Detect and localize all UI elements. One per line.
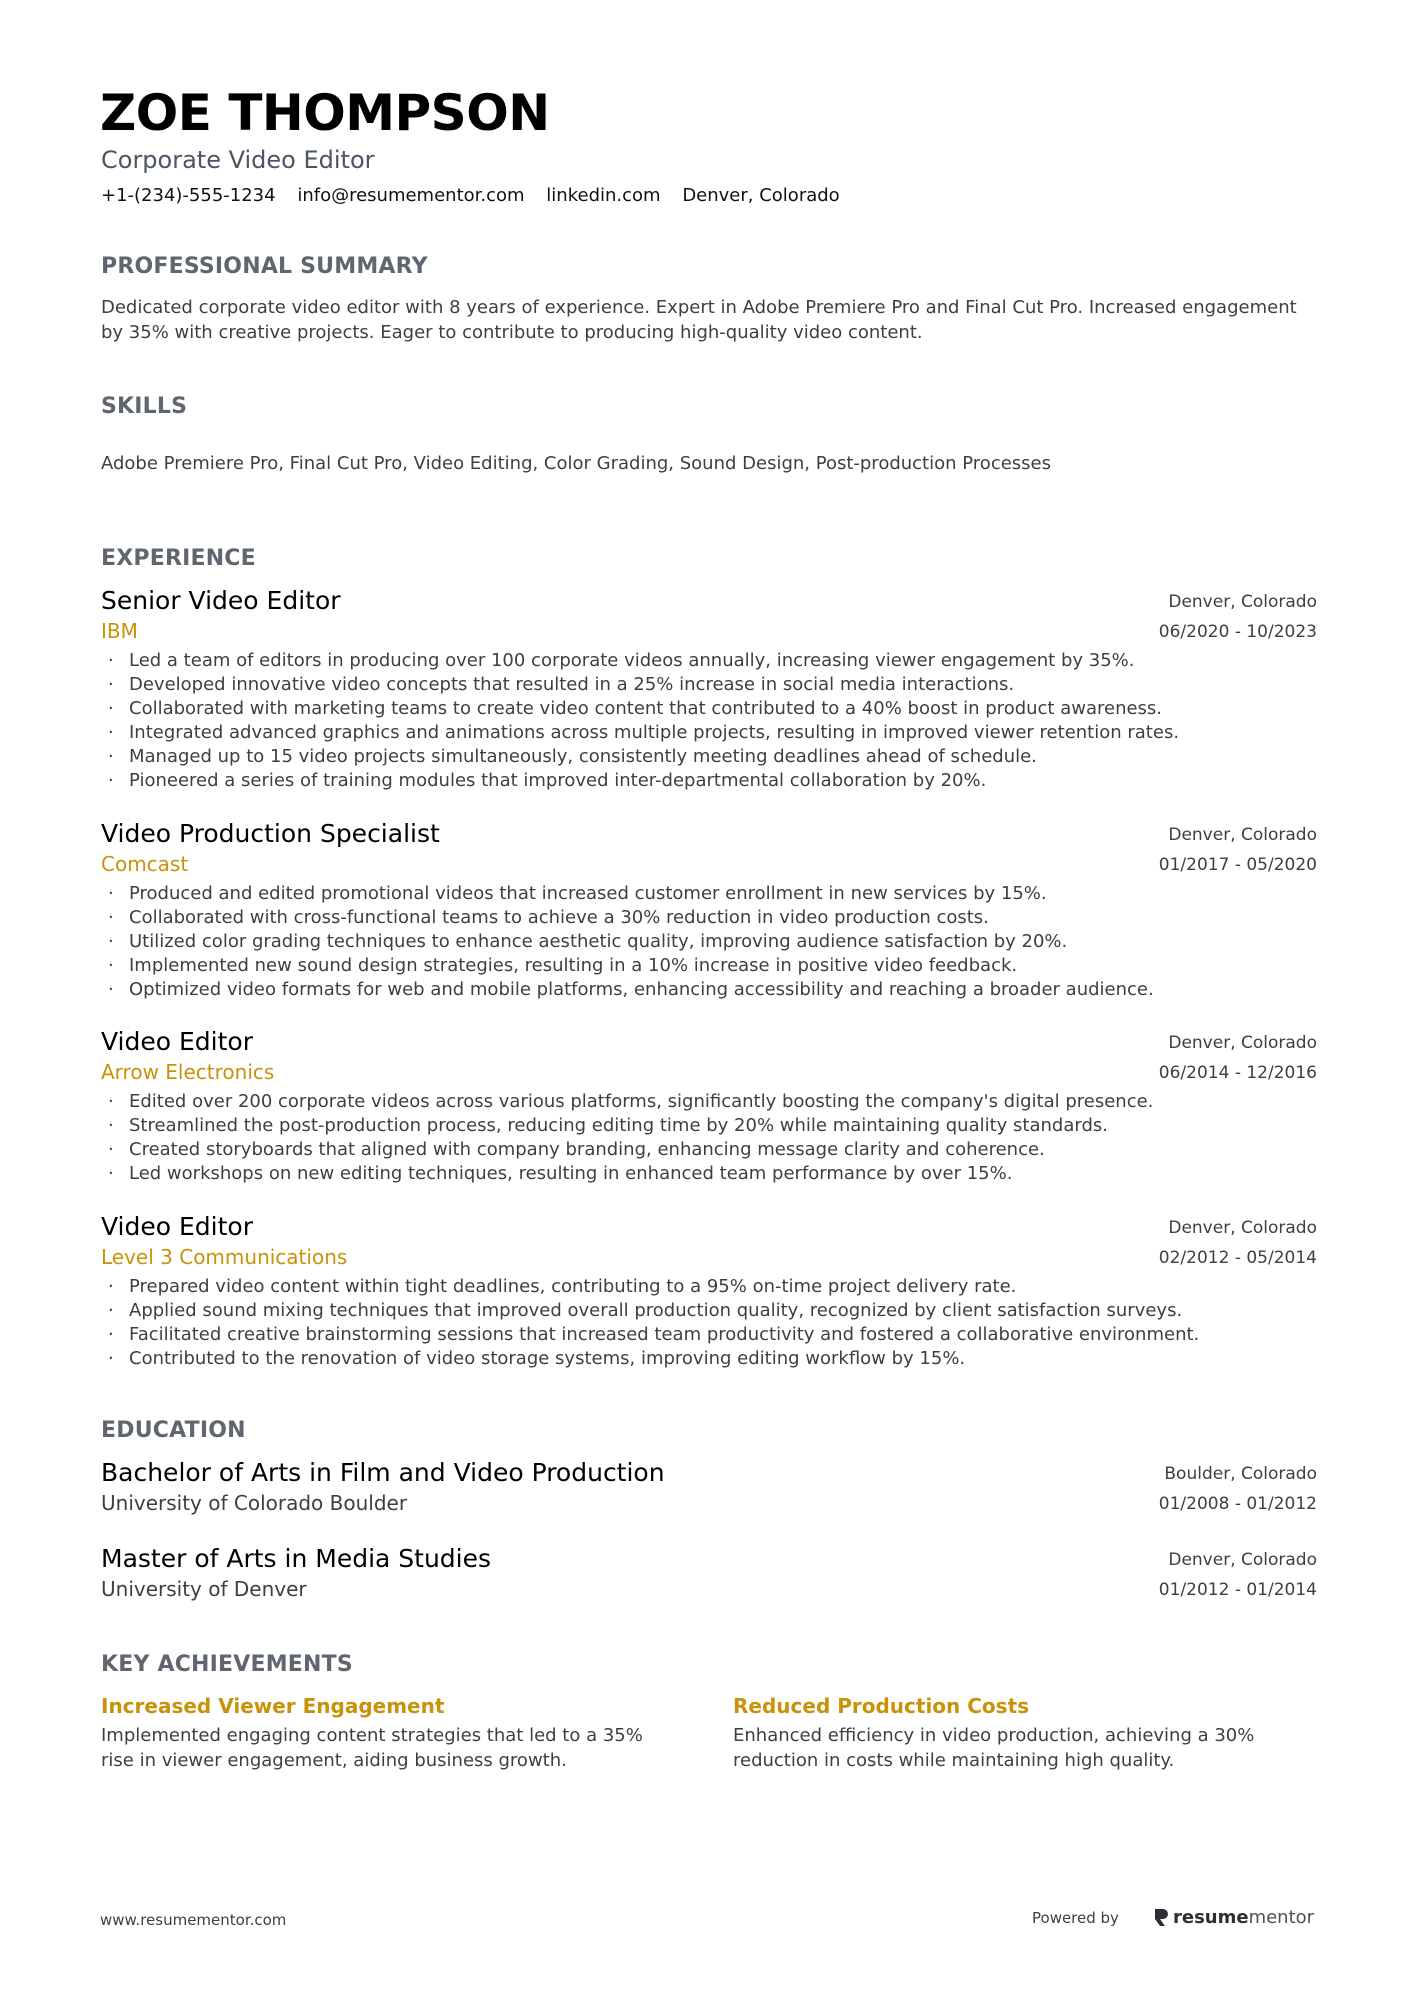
skills-heading: SKILLS [101, 394, 188, 419]
footer-url[interactable]: www.resumementor.com [100, 1911, 287, 1929]
job-role: Video Editor [101, 1027, 253, 1056]
school-name: University of Denver [101, 1577, 307, 1601]
job-dates: 06/2014 - 12/2016 [1158, 1063, 1317, 1083]
bullet-item: · Applied sound mixing techniques that improved overall production quality, recognized by client satisfaction surveys. [101, 1299, 1317, 1323]
bullet-item: · Contributed to the renovation of video storage systems, improving editing workflow by 15%. [101, 1347, 1317, 1371]
job-location: Denver, Colorado [1168, 1033, 1317, 1053]
bullet-item: · Managed up to 15 video projects simultaneously, consistently meeting deadlines ahead of schedule. [101, 745, 1317, 769]
job-meta [1159, 820, 1317, 880]
degree-title: Master of Arts in Media Studies [101, 1544, 492, 1573]
bullet-item: · Implemented new sound design strategies, resulting in a 10% increase in positive video feedback. [101, 954, 1317, 978]
education-heading: EDUCATION [101, 1418, 246, 1443]
bullet-item: · Integrated advanced graphics and animations across multiple projects, resulting in improved viewer retention rates. [101, 721, 1317, 745]
job-location: Denver, Colorado [1168, 592, 1317, 612]
bullet-item: · Collaborated with cross-functional teams to achieve a 30% reduction in video production costs. [101, 906, 1317, 930]
bullet-item: · Led workshops on new editing techniques, resulting in enhanced team performance by over 15%. [101, 1162, 1317, 1186]
job-company: IBM [101, 619, 138, 643]
job-location: Denver, Colorado [1168, 1218, 1317, 1238]
achievement-title: Reduced Production Costs [733, 1694, 1030, 1718]
powered-by-label: Powered by [1032, 1909, 1119, 1927]
achievement-text: Enhanced efficiency in video production, achieving a 30% reduction in costs while maintaining high quality. [733, 1725, 1255, 1771]
job-company: Level 3 Communications [101, 1245, 348, 1269]
job-location: Denver, Colorado [1168, 825, 1317, 845]
job-role: Video Production Specialist [101, 819, 440, 848]
job-bullets [101, 649, 1317, 793]
education-entry [101, 1543, 1317, 1603]
achievement-title: Increased Viewer Engagement [101, 1694, 445, 1718]
contact-phone: +1-(234)-555-1234 [101, 185, 276, 206]
candidate-title: Corporate Video Editor [101, 146, 375, 174]
job-company: Comcast [101, 852, 189, 876]
job-dates: 02/2012 - 05/2014 [1158, 1248, 1317, 1268]
bullet-item: · Streamlined the post-production process, reducing editing time by 20% while maintaining quality standards. [101, 1114, 1317, 1138]
job-bullets [101, 882, 1317, 1002]
job-company: Arrow Electronics [101, 1060, 275, 1084]
contact-location: Denver, Colorado [682, 185, 840, 206]
experience-entry [101, 818, 1317, 1002]
bullet-item: · Prepared video content within tight deadlines, contributing to a 95% on-time project delivery rate. [101, 1275, 1317, 1299]
resumementor-logo[interactable] [1153, 1902, 1314, 1932]
education-meta [1159, 1459, 1317, 1519]
job-meta [1159, 587, 1317, 647]
bullet-item: · Pioneered a series of training modules that improved inter-departmental collaboration by 20%. [101, 769, 1317, 793]
job-dates: 06/2020 - 10/2023 [1158, 622, 1317, 642]
education-meta [1159, 1545, 1317, 1605]
degree-title: Bachelor of Arts in Film and Video Production [101, 1458, 665, 1487]
job-bullets [101, 1090, 1317, 1186]
bullet-item: · Optimized video formats for web and mobile platforms, enhancing accessibility and reaching a broader audience. [101, 978, 1317, 1002]
education-entry [101, 1457, 1317, 1517]
bullet-item: · Developed innovative video concepts that resulted in a 25% increase in social media interactions. [101, 673, 1317, 697]
bullet-item: · Collaborated with marketing teams to create video content that contributed to a 40% boost in product awareness. [101, 697, 1317, 721]
achievement-item [733, 1691, 1293, 1773]
brand-name-bold: resume [1173, 1906, 1249, 1928]
job-bullets [101, 1275, 1317, 1371]
bullet-item: · Created storyboards that aligned with company branding, enhancing message clarity and coherence. [101, 1138, 1317, 1162]
candidate-name: ZOE THOMPSON [100, 84, 550, 142]
bullet-item: · Produced and edited promotional videos that increased customer enrollment in new services by 15%. [101, 882, 1317, 906]
experience-heading: EXPERIENCE [101, 546, 256, 571]
achievements-heading: KEY ACHIEVEMENTS [101, 1652, 353, 1677]
education-dates: 01/2008 - 01/2012 [1158, 1494, 1317, 1514]
job-role: Video Editor [101, 1212, 253, 1241]
summary-heading: PROFESSIONAL SUMMARY [101, 254, 428, 279]
education-location: Boulder, Colorado [1164, 1464, 1317, 1484]
contact-email[interactable]: info@resumementor.com [297, 185, 525, 206]
education-location: Denver, Colorado [1168, 1550, 1317, 1570]
job-role: Senior Video Editor [101, 586, 341, 615]
brand-name [1173, 1907, 1314, 1928]
bullet-item: · Facilitated creative brainstorming sessions that increased team productivity and fostered a collaborative environment. [101, 1323, 1317, 1347]
achievement-item [101, 1691, 661, 1773]
contact-line [101, 185, 856, 206]
bullet-item: · Utilized color grading techniques to enhance aesthetic quality, improving audience satisfaction by 20%. [101, 930, 1317, 954]
education-dates: 01/2012 - 01/2014 [1158, 1580, 1317, 1600]
job-dates: 01/2017 - 05/2020 [1158, 855, 1317, 875]
experience-entry [101, 1026, 1317, 1186]
bullet-item: · Edited over 200 corporate videos across various platforms, significantly boosting the company's digital presence. [101, 1090, 1317, 1114]
resumementor-logo-icon [1153, 1907, 1169, 1927]
job-meta [1159, 1028, 1317, 1088]
bullet-item: · Led a team of editors in producing over 100 corporate videos annually, increasing viewer engagement by 35%. [101, 649, 1317, 673]
achievement-text: Implemented engaging content strategies that led to a 35% rise in viewer engagement, aiding business growth. [101, 1725, 643, 1771]
job-meta [1159, 1213, 1317, 1273]
school-name: University of Colorado Boulder [101, 1491, 408, 1515]
experience-entry [101, 1211, 1317, 1371]
experience-entry [101, 585, 1317, 793]
brand-name-light: mentor [1248, 1906, 1315, 1928]
contact-linkedin[interactable]: linkedin.com [546, 185, 661, 206]
summary-text: Dedicated corporate video editor with 8 years of experience. Expert in Adobe Premiere Pro and Final Cut Pro. Increased engagement by 35% with creative projects. Eager to contribute to producing high-quality video content. [101, 297, 1297, 343]
skills-text: Adobe Premiere Pro, Final Cut Pro, Video Editing, Color Grading, Sound Design, Post-production Processes [101, 453, 1051, 474]
